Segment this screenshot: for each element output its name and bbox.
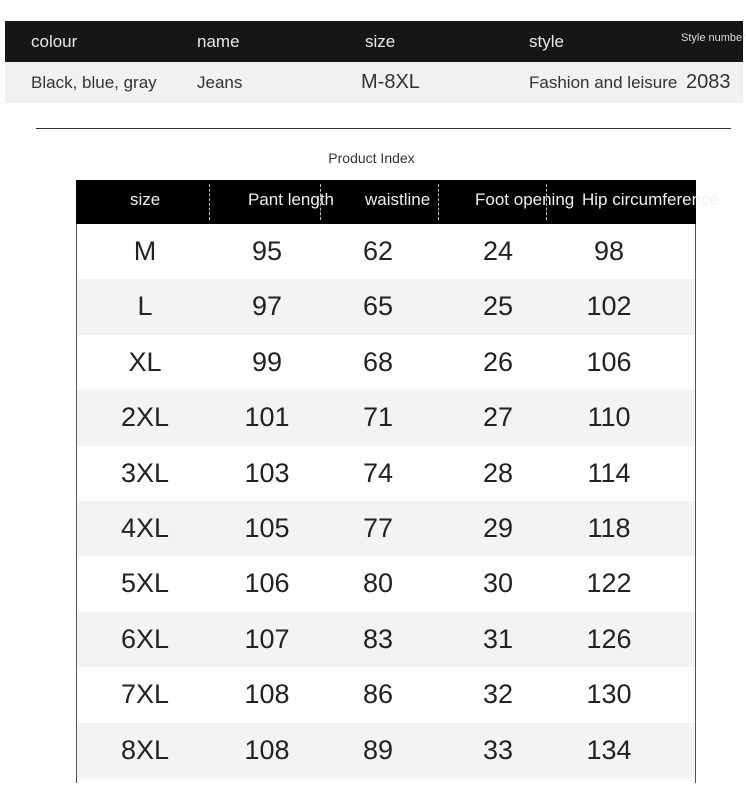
hip-circumference-cell: 130 [586,679,632,710]
size-cell: L [137,291,153,322]
value-name: Jeans [197,73,243,92]
pant-length-cell: 101 [244,402,290,433]
pant-length-cell: 108 [244,734,290,765]
header-separator [546,184,547,220]
header-style: style [529,32,564,51]
col-header-size: size [130,190,161,209]
divider-line [36,128,731,129]
info-header-row [5,21,746,62]
table-title: Product Index [328,150,415,166]
header-separator [209,184,210,220]
pant-length-cell: 97 [251,291,283,322]
size-cell: 5XL [120,568,170,599]
header-size: size [365,32,396,51]
hip-circumference-cell: 122 [586,568,632,599]
pant-length-cell: 103 [244,457,290,488]
size-chart-table [76,180,719,783]
table-row [77,224,695,279]
hip-circumference-cell: 134 [586,734,632,765]
value-colour: Black, blue, gray [31,73,157,92]
hip-circumference-cell: 110 [587,402,631,433]
waistline-cell: 83 [362,623,394,654]
hip-circumference-cell: 114 [587,457,631,488]
pant-length-cell: 107 [244,623,290,654]
header-colour: colour [31,32,78,51]
table-row [77,279,695,334]
size-cell: XL [128,346,162,377]
table-row [77,335,695,390]
waistline-cell: 80 [362,568,394,599]
hip-circumference-cell: 102 [586,291,632,322]
foot-opening-cell: 24 [482,236,514,266]
foot-opening-cell: 29 [482,512,514,543]
table-row [77,612,695,667]
table-row [77,446,695,501]
size-cell: 8XL [120,734,170,765]
col-header-hip-circumference: Hip circumference [582,190,719,209]
waistline-cell: 89 [362,734,394,765]
size-cell: 3XL [120,457,170,488]
waistline-cell: 62 [362,236,394,266]
pant-length-cell: 106 [244,568,290,599]
foot-opening-cell: 31 [482,623,514,654]
pant-length-cell: 99 [251,346,283,377]
table-row [77,667,695,722]
hip-circumference-cell: 106 [586,346,632,377]
size-cell: 7XL [120,679,170,710]
col-header-foot-opening: Foot opening [475,190,575,209]
foot-opening-cell: 26 [482,346,514,377]
value-style: Fashion and leisure [529,73,678,92]
foot-opening-cell: 28 [482,457,514,488]
size-chart-body [76,224,696,783]
header-separator [438,184,439,220]
col-header-pant-length: Pant length [248,190,335,209]
pant-length-cell: 105 [244,512,290,543]
foot-opening-cell: 27 [482,402,514,433]
hip-circumference-cell: 118 [587,512,631,543]
waistline-cell: 71 [362,402,394,433]
size-cell: 2XL [120,402,170,433]
size-cell: 6XL [120,623,170,654]
product-info-table [5,21,746,103]
header-style-number: Style number [681,32,746,44]
header-separator [320,184,321,220]
waistline-cell: 74 [362,457,394,488]
waistline-cell: 77 [362,512,394,543]
pant-length-cell: 108 [244,679,290,710]
value-style-number: 2083 [686,71,731,93]
table-row [77,390,695,445]
waistline-cell: 86 [362,679,394,710]
table-row [77,723,695,778]
foot-opening-cell: 25 [482,291,514,322]
table-row [77,501,695,556]
waistline-cell: 68 [362,346,394,377]
waistline-cell: 65 [362,291,394,322]
size-chart-header [76,180,719,224]
value-size: M-8XL [361,71,420,93]
foot-opening-cell: 30 [482,568,514,599]
foot-opening-cell: 33 [482,734,514,765]
foot-opening-cell: 32 [482,679,514,710]
table-row [77,556,695,611]
hip-circumference-cell: 126 [586,623,632,654]
hip-circumference-cell: 98 [593,236,625,266]
pant-length-cell: 95 [251,236,283,266]
size-cell: M [133,236,157,266]
info-value-row [5,62,743,103]
col-header-waistline: waistline [365,190,431,209]
size-cell: 4XL [120,512,170,543]
header-name: name [197,32,240,51]
